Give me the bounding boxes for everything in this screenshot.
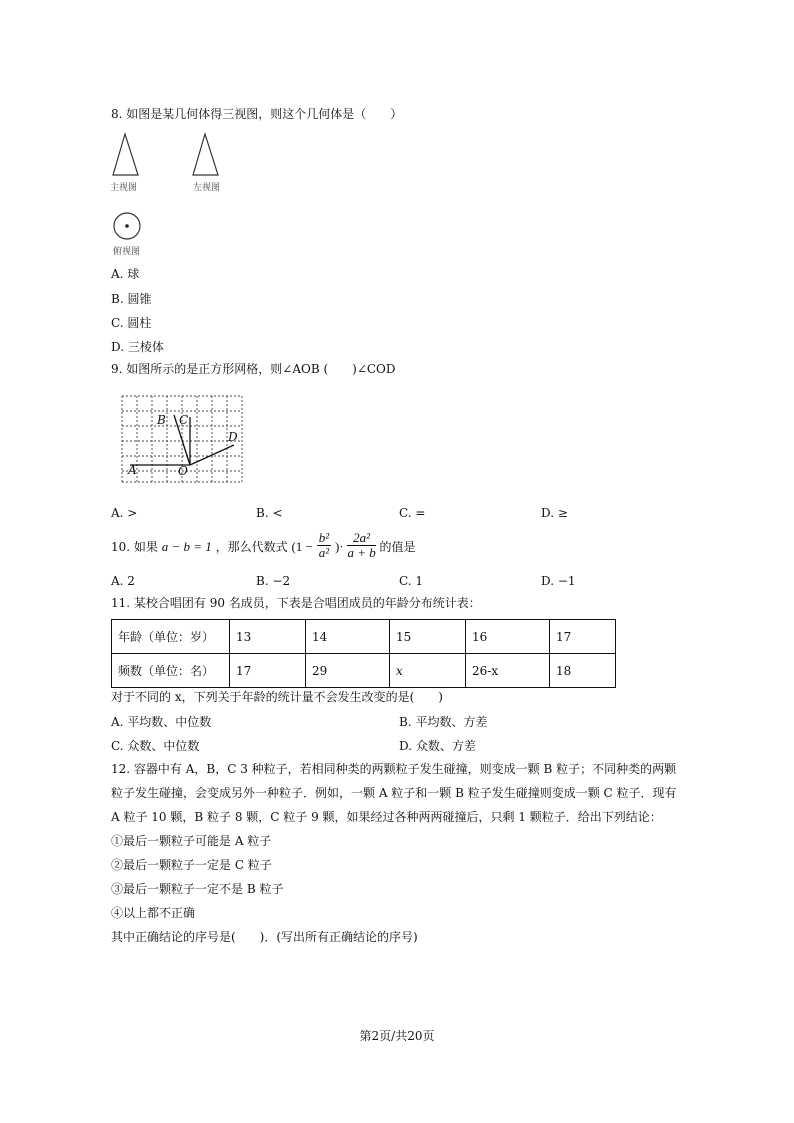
q10-frac2-numerator: 2a² (347, 531, 375, 546)
page-footer: 第2页/共20页 (359, 1029, 435, 1043)
table-row (112, 620, 616, 654)
table-cell: 26-x (466, 654, 550, 688)
q10-frac1-denominator: a² (318, 545, 330, 560)
q8-stem: 8. 如图是某几何体得三视图，则这个几何体是（ ） (111, 107, 403, 121)
q10-stem (111, 532, 416, 562)
q10-option-c[interactable]: C. 1 (399, 574, 424, 588)
q11-option-b[interactable]: B. 平均数、方差 (399, 715, 488, 729)
table-cell: 14 (306, 620, 390, 654)
top-view-figure (111, 212, 145, 242)
table-row (112, 654, 616, 688)
table-cell: x (390, 654, 466, 688)
q9-option-d[interactable]: D. ≥ (541, 506, 568, 520)
q11-stem: 11. 某校合唱团有 90 名成员，下表是合唱团成员的年龄分布统计表： (111, 596, 481, 610)
q12-final-prompt: 其中正确结论的序号是( )．(写出所有正确结论的序号) (111, 930, 418, 944)
table-cell: 13 (230, 620, 306, 654)
q10-option-d[interactable]: D. −1 (541, 574, 576, 588)
q10-option-b[interactable]: B. −2 (256, 574, 291, 588)
q10-frac2-denominator: a + b (347, 545, 376, 560)
q8-option-a[interactable]: A. 球 (111, 267, 140, 281)
q12-line-1: 12. 容器中有 A，B，C 3 种粒子，若相同种类的两颗粒子发生碰撞，则变成一颗 B 粒子；不同种类的两颗 (111, 762, 677, 776)
age-distribution-table (111, 619, 616, 688)
q9-stem: 9. 如图所示的是正方形网格，则∠AOB ( )∠COD (111, 362, 396, 376)
q10-stem-suffix: 的值是 (379, 540, 416, 554)
q12-line-2: 粒子发生碰撞，会变成另外一种粒子．例如，一颗 A 粒子和一颗 B 粒子发生碰撞则变成一颗 C 粒子．现有 (111, 786, 677, 800)
q12-conclusion-4: ④以上都不正确 (111, 906, 196, 920)
q11-option-d[interactable]: D. 众数、方差 (399, 739, 476, 753)
q12-conclusion-2: ②最后一颗粒子一定是 C 粒子 (111, 858, 272, 872)
q12-conclusion-3: ③最后一颗粒子一定不是 B 粒子 (111, 882, 284, 896)
q12-line-3: A 粒子 10 颗，B 粒子 8 颗，C 粒子 9 颗，如果经过各种两两碰撞后，只剩 1 颗粒子．给出下列结论： (111, 810, 662, 824)
left-view-figure (190, 132, 222, 178)
table-cell: 17 (550, 620, 616, 654)
q11-option-c[interactable]: C. 众数、中位数 (111, 739, 200, 753)
q11-question: 对于不同的 x，下列关于年龄的统计量不会发生改变的是( ) (111, 690, 443, 704)
q10-expr-open: (1 − (291, 539, 313, 554)
q8-option-c[interactable]: C. 圆柱 (111, 316, 152, 330)
table-cell: 18 (550, 654, 616, 688)
q10-fraction-1 (317, 531, 331, 560)
front-view-figure (110, 132, 142, 178)
q10-stem-middle: ，那么代数式 (215, 540, 288, 554)
q10-condition: a − b = 1 (161, 539, 212, 554)
table-cell: 15 (390, 620, 466, 654)
point-a-label: A (128, 463, 137, 477)
front-view-caption: 主视图 (110, 183, 138, 193)
q8-option-d[interactable]: D. 三棱体 (111, 340, 164, 354)
q12-conclusion-1: ①最后一颗粒子可能是 A 粒子 (111, 834, 272, 848)
q9-option-a[interactable]: A. > (111, 506, 138, 520)
point-d-label: D (228, 430, 238, 444)
table-cell: 频数（单位：名） (112, 654, 230, 688)
q9-option-b[interactable]: B. < (256, 506, 283, 520)
q10-frac1-numerator: b² (318, 530, 330, 545)
q10-option-a[interactable]: A. 2 (111, 574, 135, 588)
q8-option-b[interactable]: B. 圆锥 (111, 292, 152, 306)
q9-option-c[interactable]: C. = (399, 506, 426, 520)
q11-option-a[interactable]: A. 平均数、中位数 (111, 715, 212, 729)
top-view-caption: 俯视图 (113, 247, 141, 257)
table-cell: 16 (466, 620, 550, 654)
q10-stem-prefix: 10. 如果 (111, 540, 158, 554)
point-b-label: B (157, 413, 166, 427)
table-cell: 年龄（单位：岁） (112, 620, 230, 654)
point-o-label: O (178, 464, 188, 478)
q10-fraction-2 (347, 531, 375, 560)
q10-expr-close: )· (334, 539, 344, 554)
table-cell: 17 (230, 654, 306, 688)
left-view-caption: 左视图 (193, 183, 221, 193)
point-c-label: C (179, 413, 189, 427)
table-cell: 29 (306, 654, 390, 688)
